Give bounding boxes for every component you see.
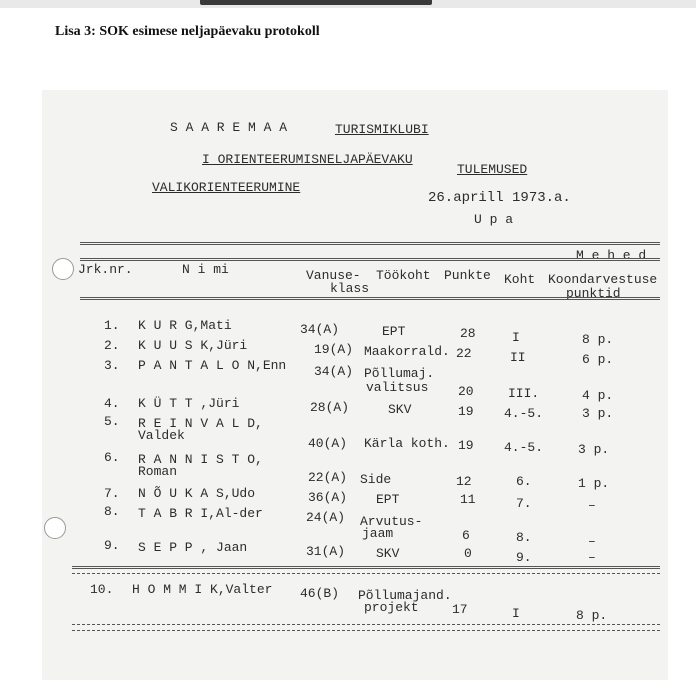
header-points: Punkte	[444, 268, 491, 283]
dashed-rule	[72, 573, 660, 574]
double-rule	[80, 258, 660, 261]
row-number: 10.	[90, 582, 114, 597]
row-class: 19(A)	[314, 342, 354, 357]
dashed-rule	[72, 624, 660, 625]
row-name: K U R G,Mati	[138, 318, 232, 333]
double-rule	[72, 566, 660, 569]
row-name: R E I N V A L D,	[138, 416, 263, 431]
row-workplace: Põllumaj.	[364, 366, 435, 381]
scanned-protocol-page	[42, 90, 668, 680]
row-number: 6.	[104, 450, 120, 465]
row-name: S E P P , Jaan	[138, 540, 248, 555]
row-number: 7.	[104, 486, 120, 501]
row-place: 8.	[516, 530, 532, 545]
row-number: 4.	[104, 396, 120, 411]
row-workplace: SKV	[376, 546, 400, 561]
row-name: N Õ U K A S,Udo	[138, 486, 256, 501]
row-total: 6 p.	[582, 352, 614, 367]
row-points: 20	[458, 384, 474, 399]
event-place: U p a	[474, 212, 514, 227]
row-number: 2.	[104, 338, 120, 353]
document-caption: Lisa 3: SOK esimese neljapäevaku protokoll	[55, 24, 320, 39]
double-rule	[80, 297, 660, 300]
row-points: 19	[458, 438, 474, 453]
row-class: 46(B)	[300, 586, 340, 601]
dashed-rule	[72, 630, 660, 631]
row-points: 19	[458, 404, 474, 419]
discipline: VALIKORIENTEERUMINE	[152, 180, 301, 195]
row-points: 22	[456, 346, 472, 361]
row-total: 8 p.	[576, 608, 608, 623]
club-name: S A A R E M A A	[170, 120, 288, 135]
header-jrk: Jrk.nr.	[78, 262, 133, 277]
header-total-1: Koondarvestuse	[548, 272, 658, 287]
row-class: 34(A)	[314, 364, 354, 379]
toolbar-tab[interactable]	[200, 0, 432, 5]
event-title: I ORIENTEERUMISNELJAPÄEVAKU	[202, 152, 413, 167]
row-total: 3 p.	[578, 442, 610, 457]
row-name: T A B R I,Al-der	[138, 506, 263, 521]
row-workplace: Arvutus-	[360, 514, 423, 529]
row-total: 4 p.	[582, 388, 614, 403]
row-class: 22(A)	[308, 470, 348, 485]
row-place: 9.	[516, 550, 532, 565]
row-total: 8 p.	[582, 332, 614, 347]
row-place: 7.	[516, 496, 532, 511]
row-points: 12	[456, 474, 472, 489]
row-points: 28	[460, 326, 476, 341]
event-title-suffix: TULEMUSED	[457, 162, 528, 177]
row-name-line2: Valdek	[138, 428, 185, 443]
category-label: M e h e d	[576, 248, 647, 263]
row-class: 40(A)	[308, 436, 348, 451]
row-name: P A N T A L O N,Enn	[138, 358, 287, 373]
row-place: 6.	[516, 474, 532, 489]
row-class: 34(A)	[300, 322, 340, 337]
row-place: I	[512, 606, 520, 621]
row-points: 6	[462, 528, 470, 543]
row-name-line2: Roman	[138, 464, 178, 479]
row-workplace: SKV	[388, 402, 412, 417]
header-class-2: klass	[330, 281, 370, 296]
row-workplace: Põllumajand.	[358, 588, 452, 603]
row-points: 17	[452, 602, 468, 617]
row-name: R A N N I S T O,	[138, 452, 263, 467]
row-name: H O M M I K,Valter	[132, 582, 273, 597]
row-number: 5.	[104, 414, 120, 429]
row-workplace: Maakorrald.	[364, 344, 450, 359]
punch-hole	[52, 258, 74, 280]
event-date: 26.aprill 1973.a.	[428, 190, 571, 206]
viewer-toolbar	[0, 0, 696, 8]
row-name: K U U S K,Jüri	[138, 338, 248, 353]
row-number: 8.	[104, 504, 120, 519]
row-workplace-line2: projekt	[364, 600, 419, 615]
row-number: 9.	[104, 538, 120, 553]
row-number: 3.	[104, 358, 120, 373]
club-name-suffix: TURISMIKLUBI	[335, 122, 429, 137]
row-workplace: Side	[360, 472, 392, 487]
header-total-2: punktid	[566, 286, 621, 301]
row-class: 36(A)	[308, 490, 348, 505]
row-total: 1 p.	[578, 476, 610, 491]
row-workplace-line2: jaam	[362, 526, 394, 541]
row-class: 24(A)	[306, 510, 346, 525]
row-points: 0	[464, 546, 472, 561]
row-number: 1.	[104, 318, 120, 333]
row-points: 11	[460, 492, 476, 507]
row-place: 4.-5.	[504, 440, 544, 455]
double-rule	[80, 242, 660, 245]
row-place: I	[512, 330, 520, 345]
header-place: Koht	[504, 272, 536, 287]
row-total: –	[588, 550, 596, 565]
punch-hole	[44, 517, 66, 539]
row-total: –	[588, 498, 596, 513]
row-workplace: EPT	[382, 324, 406, 339]
row-place: 4.-5.	[504, 406, 544, 421]
row-workplace-line2: valitsus	[366, 380, 429, 395]
row-workplace: Kärla koth.	[364, 436, 450, 451]
row-class: 31(A)	[306, 544, 346, 559]
header-name: N i mi	[182, 262, 229, 277]
row-name: K Ü T T ,Jüri	[138, 396, 240, 411]
header-class-1: Vanuse-	[306, 268, 361, 283]
row-place: II	[510, 350, 526, 365]
header-workplace: Töökoht	[376, 268, 431, 283]
row-total: –	[588, 534, 596, 549]
row-total: 3 p.	[582, 406, 614, 421]
row-workplace: EPT	[376, 492, 400, 507]
row-place: III.	[508, 386, 540, 401]
row-class: 28(A)	[310, 400, 350, 415]
